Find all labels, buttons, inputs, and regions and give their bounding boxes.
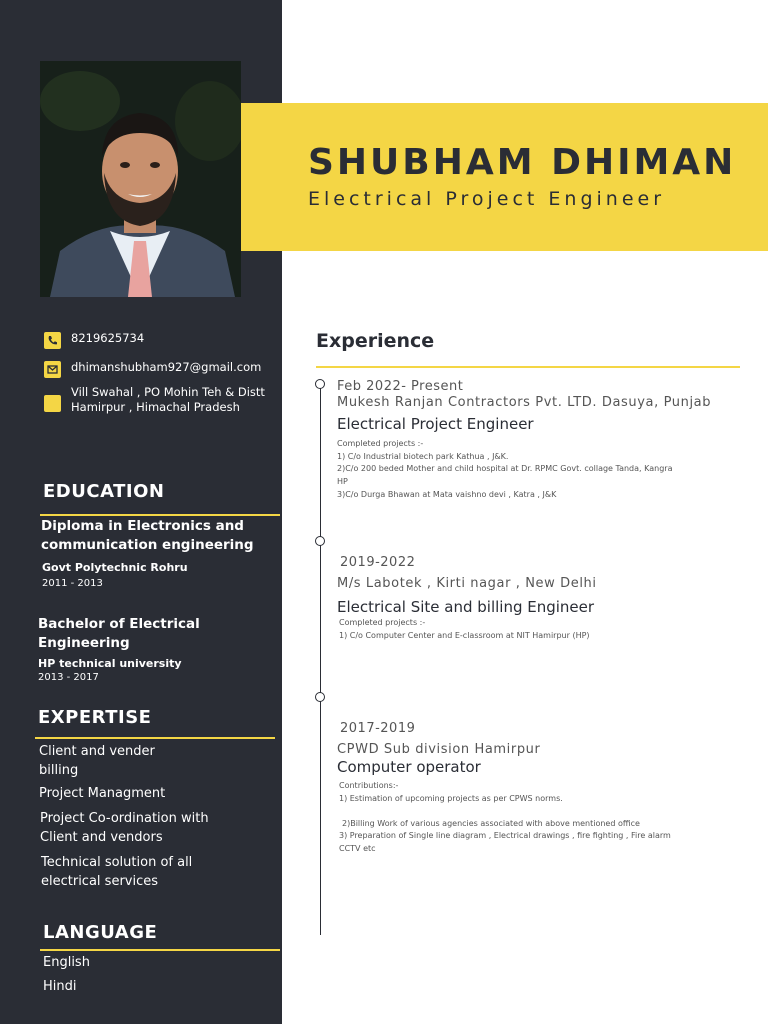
education-school: HP technical university [38,657,182,670]
job-detail: 2)C/o 200 beded Mother and child hospital at Dr. RPMC Govt. collage Tanda, Kangra [337,464,673,473]
contact-address-line1: Vill Swahal , PO Mohin Teh & Distt [71,385,265,399]
education-school: Govt Polytechnic Rohru [42,561,188,574]
job-detail: 1) C/o Industrial biotech park Kathua , J&K. [337,452,509,461]
contact-phone: 8219625734 [71,331,145,345]
job-role: Electrical Project Engineer [337,415,534,433]
expertise-item: electrical services [41,874,159,889]
language-divider [40,949,280,951]
education-degree-line: Bachelor of Electrical [38,616,200,632]
job-role: Computer operator [337,758,481,776]
job-detail: HP [337,477,348,486]
job-detail: Completed projects :- [339,618,426,627]
job-detail: 1) C/o Computer Center and E-classroom at NIT Hamirpur (HP) [339,631,590,640]
contact-email: dhimanshubham927@gmail.com [71,360,262,374]
job-detail: Completed projects :- [337,439,424,448]
job-detail: 3)C/o Durga Bhawan at Mata vaishno devi , Katra , J&K [337,490,557,499]
education-degree-line: communication engineering [41,537,254,553]
job-detail: 1) Estimation of upcoming projects as per CPWS norms. [339,794,563,803]
job-detail: CCTV etc [339,844,376,853]
experience-divider [316,366,740,368]
timeline-dot [315,379,325,389]
timeline-line [320,388,321,935]
expertise-divider [35,737,275,739]
job-company: CPWD Sub division Hamirpur [337,742,541,757]
job-date: 2019-2022 [340,555,416,570]
education-degree-line: Diploma in Electronics and [41,518,244,534]
experience-heading: Experience [316,330,435,352]
timeline-dot [315,692,325,702]
language-item: English [43,955,90,970]
location-icon [44,395,61,412]
language-heading: LANGUAGE [43,922,158,943]
job-company: M/s Labotek , Kirti nagar , New Delhi [337,576,597,591]
job-detail: Contributions:- [339,781,399,790]
expertise-item: Client and vender [39,744,155,759]
job-role: Electrical Site and billing Engineer [337,598,595,616]
language-item: Hindi [43,979,77,994]
expertise-item: Project Managment [39,786,166,801]
education-heading: EDUCATION [43,481,165,502]
expertise-item: billing [39,763,79,778]
job-company: Mukesh Ranjan Contractors Pvt. LTD. Dasuya, Punjab [337,395,712,410]
timeline-dot [315,536,325,546]
candidate-name: SHUBHAM DHIMAN [308,142,737,183]
education-years: 2011 - 2013 [42,578,103,589]
expertise-heading: EXPERTISE [38,707,152,728]
education-years: 2013 - 2017 [38,672,99,683]
job-date: 2017-2019 [340,721,416,736]
expertise-item: Technical solution of all [41,855,193,870]
contact-address-line2: Hamirpur , Himachal Pradesh [71,400,240,414]
expertise-item: Project Co-ordination with [40,811,209,826]
job-detail: 3) Preparation of Single line diagram , Electrical drawings , fire fighting , Fire alarm [339,831,671,840]
job-detail: 2)Billing Work of various agencies associated with above mentioned office [342,819,640,828]
education-degree-line: Engineering [38,635,130,651]
education-divider [40,514,280,516]
expertise-item: Client and vendors [40,830,163,845]
phone-icon [44,332,61,349]
job-date: Feb 2022- Present [337,379,464,394]
candidate-title: Electrical Project Engineer [308,188,666,210]
profile-photo [40,61,241,297]
email-icon [44,361,61,378]
